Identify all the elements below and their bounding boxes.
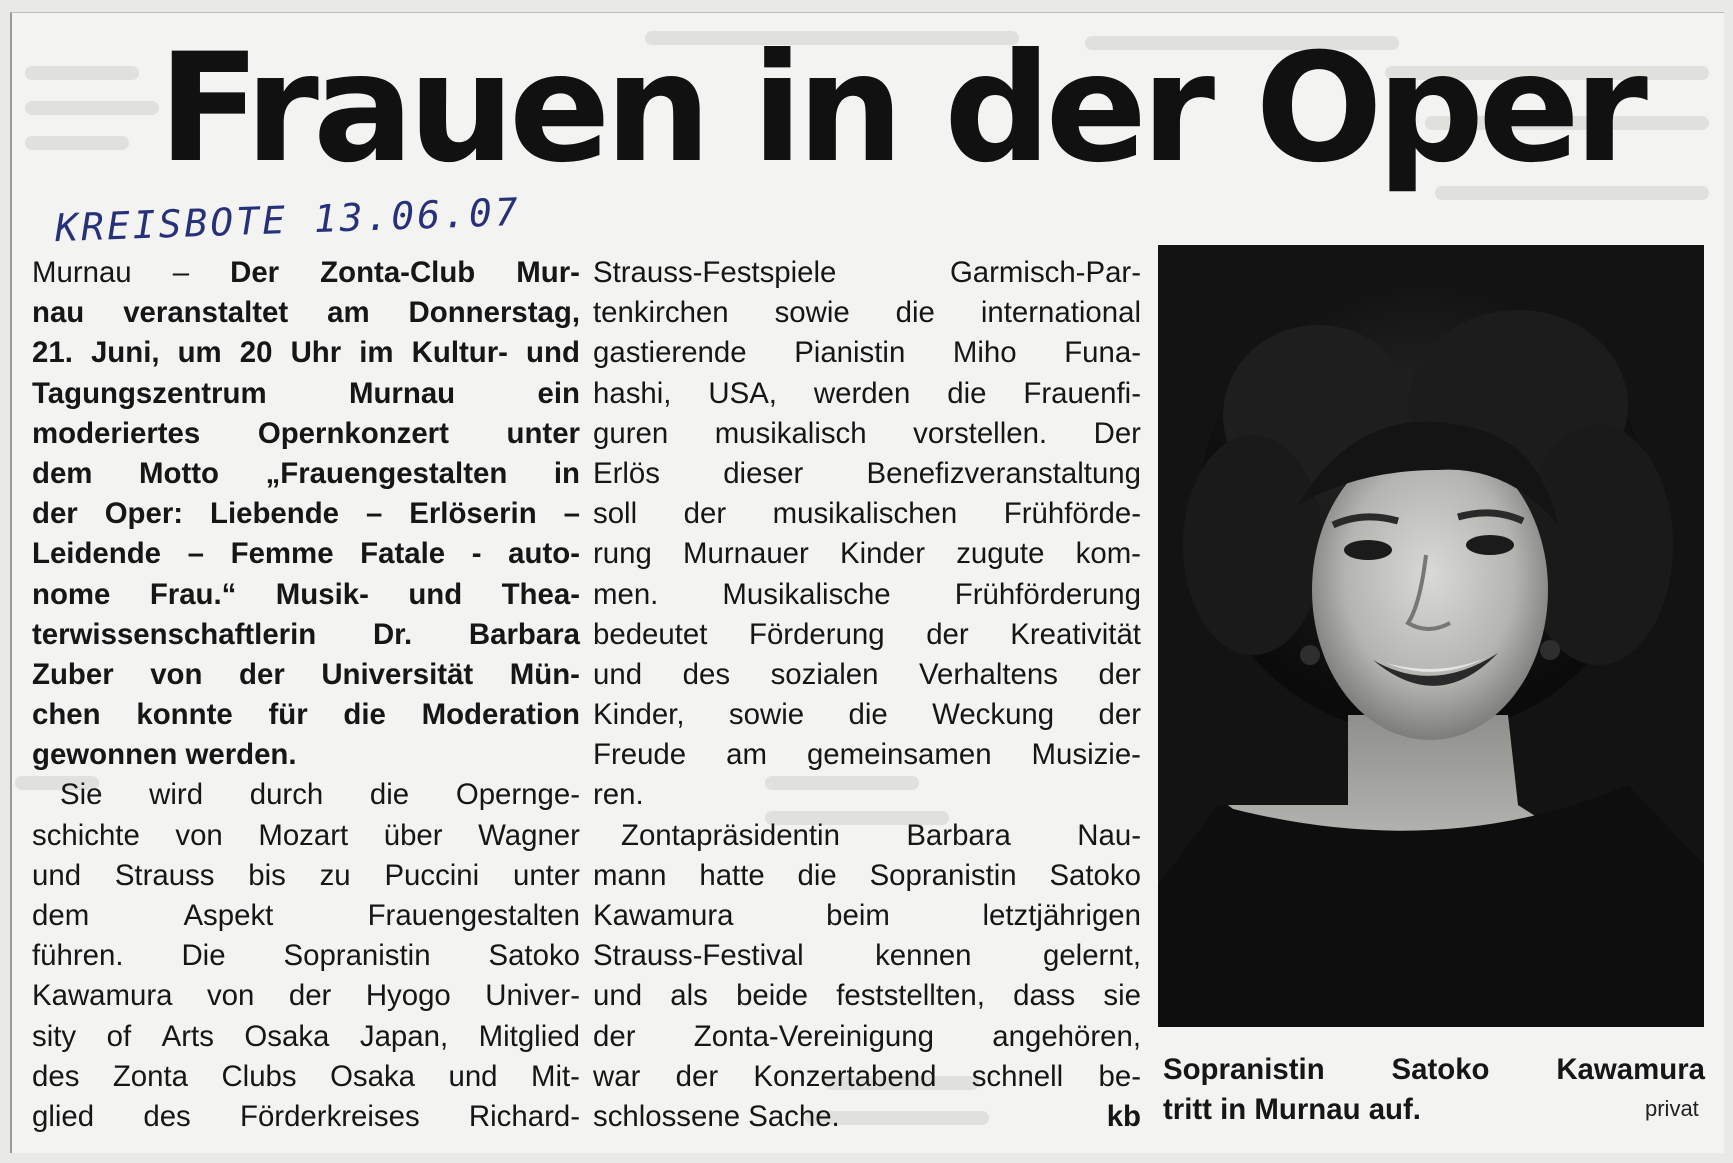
- column1-line: dem Motto „Frauengestalten in: [32, 456, 580, 490]
- column1-line: moderiertes Opernkonzert unter: [32, 416, 580, 450]
- column2-line: men. Musikalische Frühförderung: [593, 577, 1141, 611]
- column2-line: gastierende Pianistin Miho Funa-: [593, 336, 1141, 370]
- photo-caption: [1163, 1050, 1705, 1130]
- portrait-illustration: [1158, 245, 1704, 1027]
- column2-line: und des sozialen Verhaltens der: [593, 657, 1141, 691]
- headline: Frauen in der Oper: [158, 22, 1642, 196]
- column2-line: ren.: [593, 778, 644, 812]
- column2-line: Zontapräsidentin Barbara Nau-: [621, 818, 1141, 852]
- column1-line: Kawamura von der Hyogo Univer-: [32, 979, 580, 1013]
- column2-line: und als beide feststellten, dass sie: [593, 979, 1141, 1013]
- column2-line: der Zonta-Vereinigung angehören,: [593, 1019, 1141, 1053]
- column2-line: Strauss-Festival kennen gelernt,: [593, 939, 1141, 973]
- article-column-2: [593, 253, 1141, 1137]
- column1-line: nome Frau.“ Musik- und Thea-: [32, 577, 580, 611]
- column2-line: war der Konzertabend schnell be-: [593, 1059, 1141, 1093]
- column1-line: schichte von Mozart über Wagner: [32, 818, 580, 852]
- column1-line: glied des Förderkreises Richard-: [32, 1099, 580, 1133]
- column2-line: bedeutet Förderung der Kreativität: [593, 617, 1141, 651]
- column1-line: Zuber von der Universität Mün-: [32, 657, 580, 691]
- column2-line: Strauss-Festspiele Garmisch-Par-: [593, 256, 1141, 289]
- column1-line: Tagungszentrum Murnau ein: [32, 376, 580, 410]
- column2-line: schlossene Sache. kb: [593, 1097, 1141, 1137]
- column1-line: chen konnte für die Moderation: [32, 698, 580, 732]
- column2-line: soll der musikalischen Frühförde-: [593, 497, 1141, 531]
- column1-line: und Strauss bis zu Puccini unter: [32, 858, 580, 892]
- column1-line: terwissenschaftlerin Dr. Barbara: [32, 617, 580, 651]
- column1-line: nau veranstaltet am Donnerstag,: [32, 296, 580, 330]
- column1-line: des Zonta Clubs Osaka und Mit-: [32, 1059, 580, 1093]
- column2-line: hashi, USA, werden die Frauenfi-: [593, 376, 1141, 410]
- column2-line: rung Murnauer Kinder zugute kom-: [593, 537, 1141, 571]
- column2-line: Erlös dieser Benefizveranstaltung: [593, 456, 1141, 490]
- handwritten-note: KREISBOTE 13.06.07: [54, 189, 522, 251]
- column1-line: gewonnen werden.: [32, 738, 297, 772]
- article-column-1: [32, 253, 580, 1137]
- column2-line: guren musikalisch vorstellen. Der: [593, 416, 1141, 450]
- column2-line: Kawamura beim letztjährigen: [593, 899, 1141, 932]
- column2-line: Freude am gemeinsamen Musizie-: [593, 738, 1141, 772]
- column1-line: Leidende – Femme Fatale - auto-: [32, 537, 580, 571]
- column1-line: führen. Die Sopranistin Satoko: [32, 939, 580, 973]
- portrait-photo: [1158, 245, 1704, 1027]
- caption-line-1: Sopranistin Satoko Kawamura: [1163, 1053, 1705, 1086]
- author-signature: kb: [1106, 1099, 1141, 1133]
- column1-line: dem Aspekt Frauengestalten: [32, 899, 580, 932]
- column1-line: 21. Juni, um 20 Uhr im Kultur- und: [32, 336, 580, 370]
- column2-line: mann hatte die Sopranistin Satoko: [593, 858, 1141, 892]
- column1-line: Murnau – Der Zonta-Club Mur-: [32, 256, 580, 289]
- column1-line: Sie wird durch die Opernge-: [60, 778, 580, 812]
- column1-line: sity of Arts Osaka Japan, Mitglied: [32, 1019, 580, 1053]
- caption-line-2: tritt in Murnau auf.: [1163, 1093, 1421, 1127]
- photo-credit: privat: [1645, 1096, 1699, 1121]
- column2-line: tenkirchen sowie die international: [593, 296, 1141, 330]
- column1-line: der Oper: Liebende – Erlöserin –: [32, 497, 580, 531]
- column2-line: Kinder, sowie die Weckung der: [593, 698, 1141, 732]
